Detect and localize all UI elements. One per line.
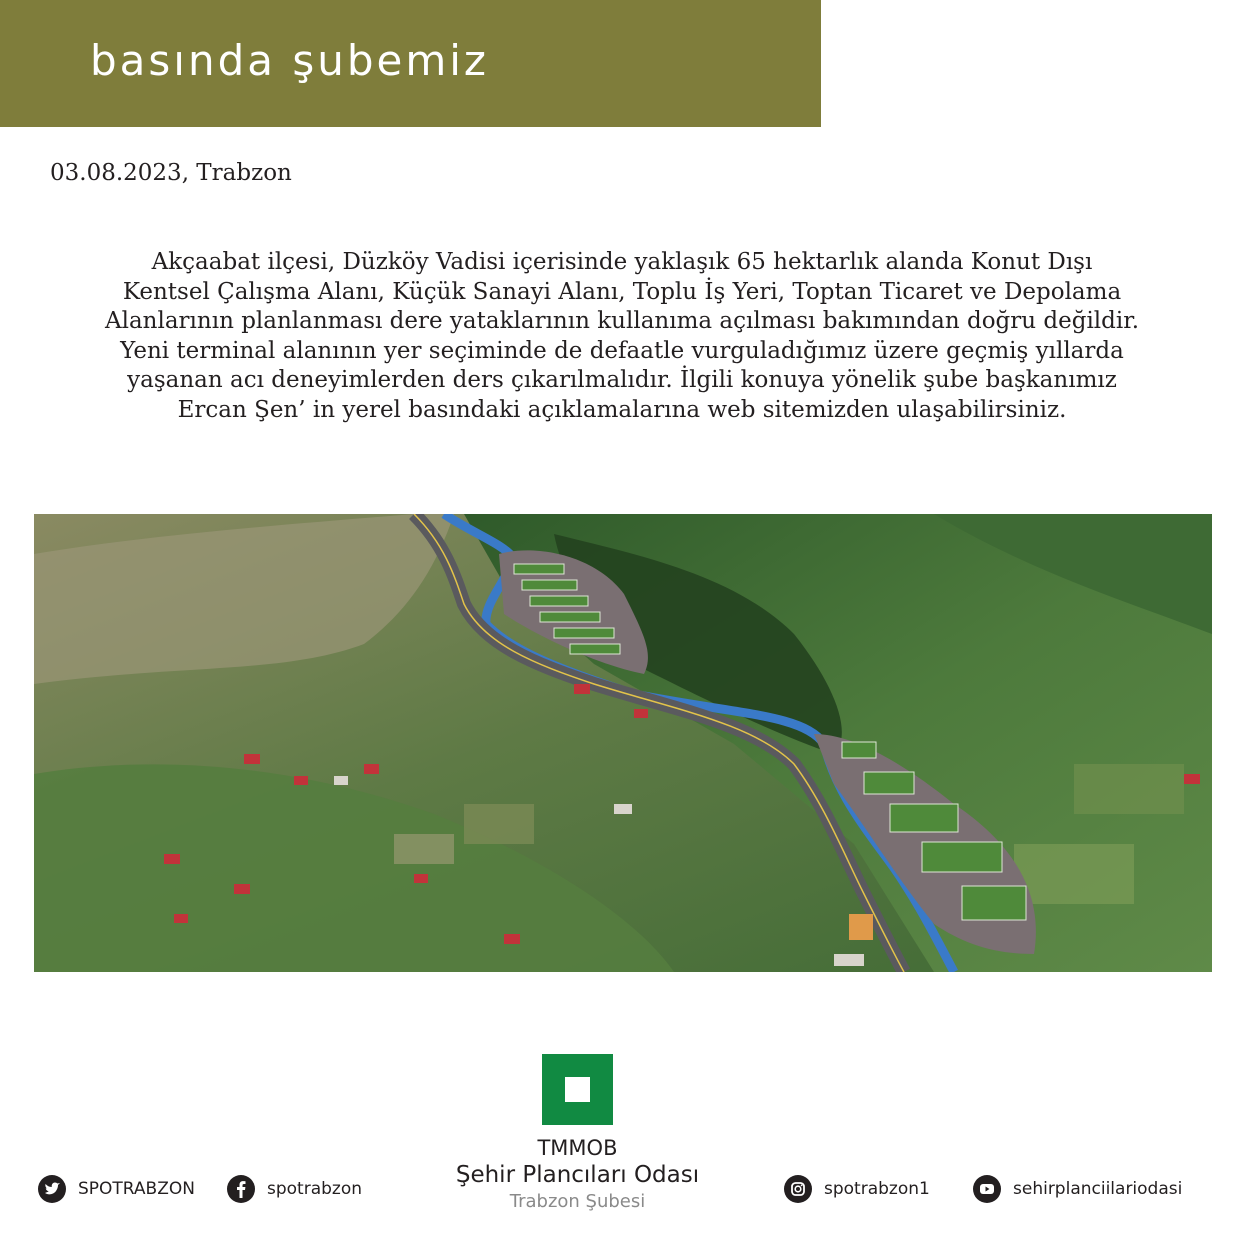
instagram-handle: spotrabzon1 [824,1179,930,1199]
org-name-chamber: Şehir Plancıları Odası [455,1162,700,1188]
social-instagram[interactable] [784,1175,930,1203]
tmmob-logo [542,1054,613,1125]
article-line: yaşanan acı deneyimlerden ders çıkarılmalıdır. İlgili konuya yönelik şube başkanımız [127,367,1117,393]
article-line: Yeni terminal alanının yer seçiminde de defaatle vurguladığımız üzere geçmiş yıllarda [120,337,1124,364]
article-line: Ercan Şen’ in yerel basındaki açıklamalarına web sitemizden ulaşabilirsiniz. [177,396,1067,423]
header-banner [0,0,821,127]
org-name-branch: Trabzon Şubesi [509,1191,646,1212]
social-twitter[interactable] [38,1175,195,1203]
article-line: Kentsel Çalışma Alanı, Küçük Sanayi Alanı, Toplu İş Yeri, Toptan Ticaret ve Depolama [122,278,1122,305]
social-youtube[interactable] [973,1175,1182,1203]
social-facebook[interactable] [227,1175,362,1203]
banner-title: basında şubemiz [90,36,489,85]
instagram-icon [784,1175,812,1203]
article-body [34,248,1210,425]
article-line: Alanlarının planlanması dere yataklarının kullanıma açılması bakımından doğru değildir. [104,308,1140,334]
facebook-icon [227,1175,255,1203]
org-name-tmmob: TMMOB [537,1136,618,1160]
aerial-plan-image [34,514,1212,972]
logo-inner-square [565,1077,590,1102]
youtube-handle: sehirplanciilariodasi [1013,1179,1183,1199]
facebook-handle: spotrabzon [267,1179,363,1199]
dateline: 03.08.2023, Trabzon [50,160,292,186]
twitter-icon [38,1175,66,1203]
article-line: Akçaabat ilçesi, Düzköy Vadisi içerisinde yaklaşık 65 hektarlık alanda Konut Dışı [151,249,1093,275]
youtube-icon [973,1175,1001,1203]
twitter-handle: SPOTRABZON [78,1179,195,1199]
